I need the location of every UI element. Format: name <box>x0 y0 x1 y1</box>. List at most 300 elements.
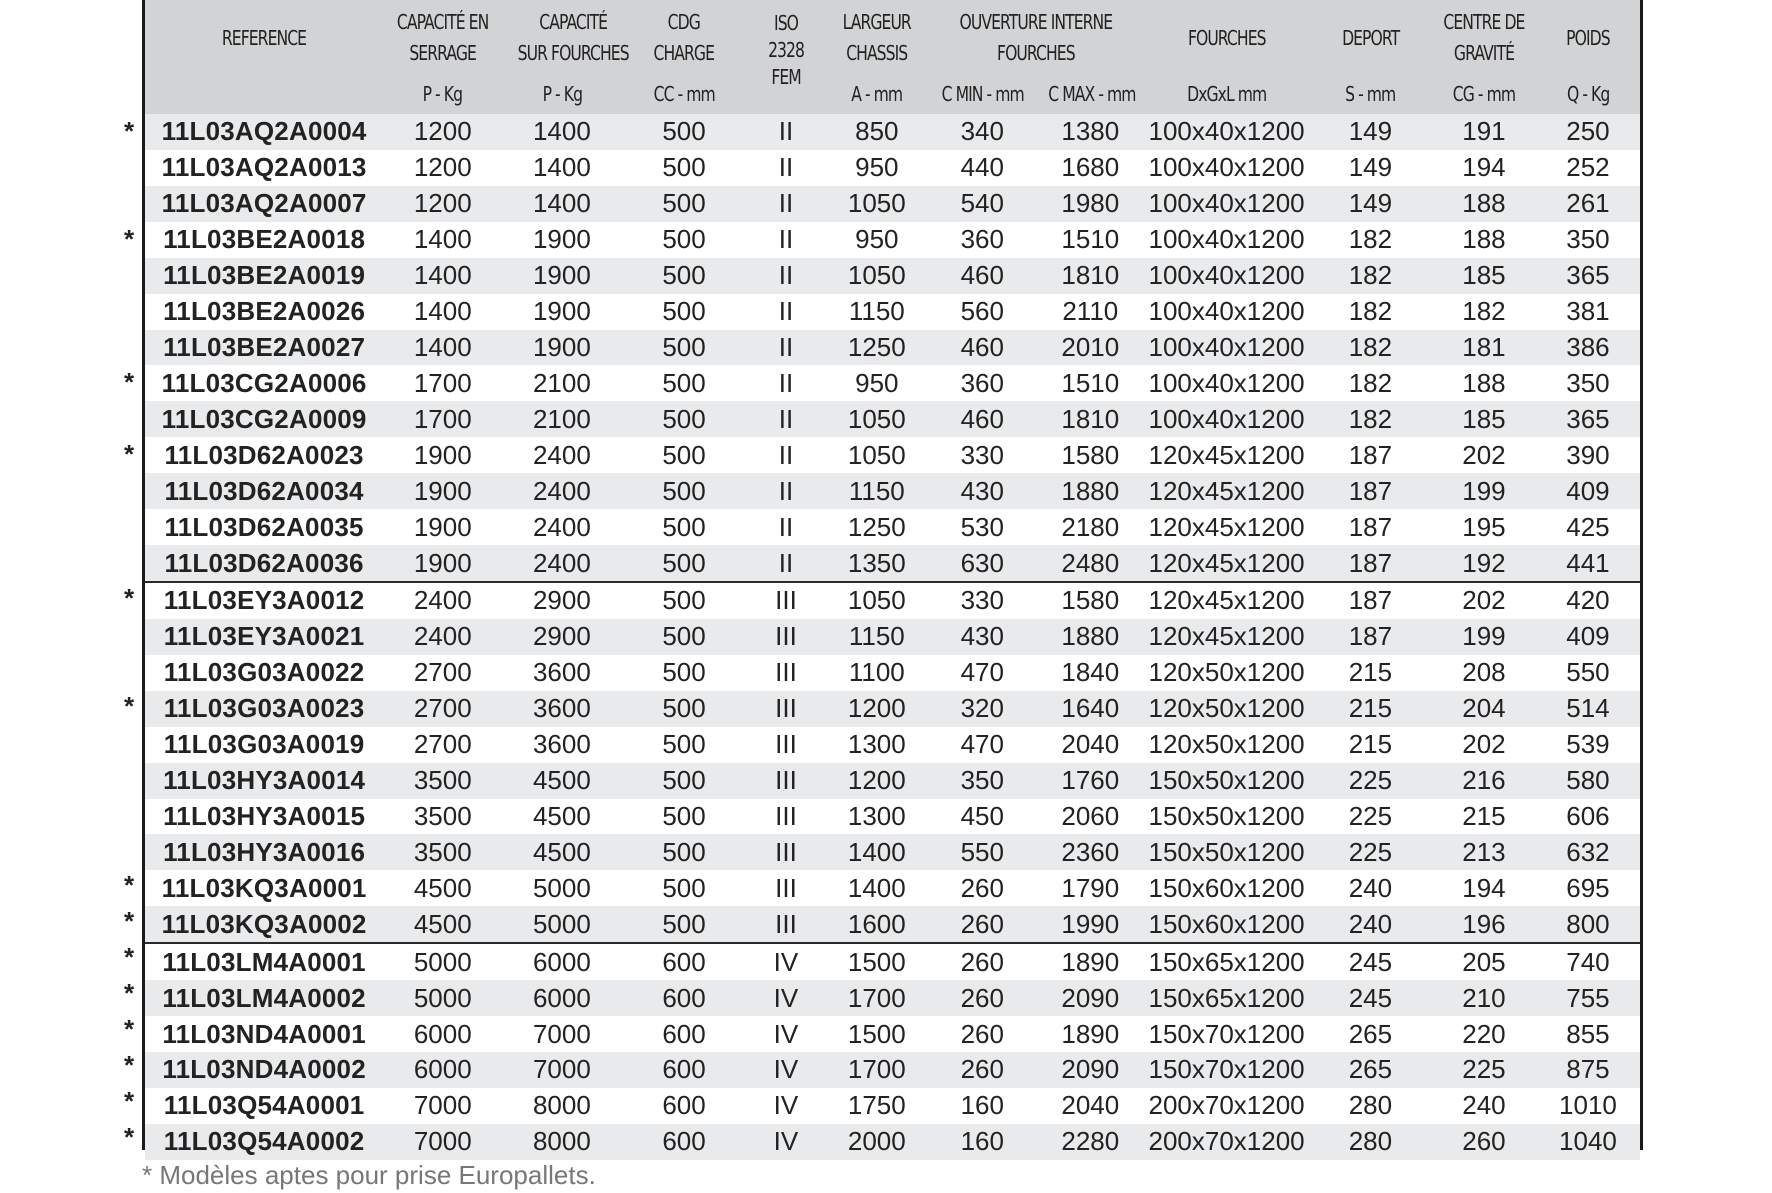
cell-deport: 215 <box>1309 655 1432 691</box>
cell-cmax: 1580 <box>1036 582 1144 619</box>
cell-deport: 280 <box>1309 1088 1432 1124</box>
table-row <box>145 582 1640 619</box>
cell-cdg: 500 <box>621 619 746 655</box>
cell-cmin: 260 <box>928 870 1036 906</box>
cell-capacite-fourches: 2400 <box>502 437 621 473</box>
cell-deport: 187 <box>1309 473 1432 509</box>
cell-cdg: 500 <box>621 763 746 799</box>
cell-iso: III <box>747 834 826 870</box>
cell-capacite-fourches: 2400 <box>502 509 621 545</box>
cell-deport: 149 <box>1309 114 1432 150</box>
cell-centre-gravite: 210 <box>1432 980 1536 1016</box>
cell-capacite-serrage: 7000 <box>383 1124 502 1160</box>
cell-reference: 11L03G03A0019 <box>145 727 383 763</box>
cell-cmin: 260 <box>928 1016 1036 1052</box>
cell-centre-gravite: 225 <box>1432 1052 1536 1088</box>
cell-fourches: 150x65x1200 <box>1144 980 1309 1016</box>
cell-reference: 11L03D62A0034 <box>145 473 383 509</box>
cell-largeur: 1050 <box>825 401 928 437</box>
cell-largeur: 850 <box>825 114 928 150</box>
cell-centre-gravite: 192 <box>1432 545 1536 582</box>
cell-cmin: 160 <box>928 1088 1036 1124</box>
unit-fourches: DxGxL mm <box>1144 76 1309 114</box>
cell-capacite-serrage: 2700 <box>383 691 502 727</box>
cell-capacite-serrage: 1400 <box>383 330 502 366</box>
cell-largeur: 1250 <box>825 330 928 366</box>
cell-iso: II <box>747 294 826 330</box>
cell-deport: 187 <box>1309 437 1432 473</box>
cell-cmin: 470 <box>928 727 1036 763</box>
europallet-star-marker: * <box>123 906 135 937</box>
header-largeur: LARGEUR CHASSIS <box>825 0 928 76</box>
cell-centre-gravite: 188 <box>1432 186 1536 222</box>
cell-cdg: 600 <box>621 1052 746 1088</box>
table-row <box>145 222 1640 258</box>
europallet-star-marker: * <box>123 1049 135 1080</box>
cell-cdg: 500 <box>621 365 746 401</box>
cell-centre-gravite: 182 <box>1432 294 1536 330</box>
cell-fourches: 120x45x1200 <box>1144 545 1309 582</box>
cell-capacite-fourches: 2400 <box>502 473 621 509</box>
cell-poids: 441 <box>1536 545 1640 582</box>
cell-centre-gravite: 216 <box>1432 763 1536 799</box>
cell-cmax: 1640 <box>1036 691 1144 727</box>
table-row <box>145 365 1640 401</box>
cell-cmax: 1990 <box>1036 906 1144 943</box>
cell-iso: II <box>747 258 826 294</box>
cell-reference: 11L03LM4A0001 <box>145 943 383 980</box>
europallet-star-marker: * <box>123 942 135 973</box>
europallet-star-marker <box>118 258 140 294</box>
cell-reference: 11L03BE2A0027 <box>145 330 383 366</box>
cell-cmax: 1880 <box>1036 473 1144 509</box>
unit-poids: Q - Kg <box>1536 76 1640 114</box>
cell-cdg: 500 <box>621 655 746 691</box>
cell-cmax: 2360 <box>1036 834 1144 870</box>
cell-cmin: 550 <box>928 834 1036 870</box>
cell-capacite-fourches: 2900 <box>502 619 621 655</box>
specs-table <box>145 0 1640 1160</box>
cell-reference: 11L03HY3A0015 <box>145 799 383 835</box>
cell-fourches: 100x40x1200 <box>1144 114 1309 150</box>
europallet-star-marker: * <box>123 367 135 398</box>
cell-centre-gravite: 185 <box>1432 401 1536 437</box>
table-row <box>145 330 1640 366</box>
cell-capacite-serrage: 3500 <box>383 834 502 870</box>
cell-poids: 514 <box>1536 691 1640 727</box>
unit-cap-serrage: P - Kg <box>383 76 502 114</box>
cell-centre-gravite: 199 <box>1432 473 1536 509</box>
cell-capacite-fourches: 6000 <box>502 980 621 1016</box>
cell-deport: 265 <box>1309 1052 1432 1088</box>
cell-cmin: 430 <box>928 473 1036 509</box>
cell-iso: III <box>747 655 826 691</box>
cell-cmax: 2110 <box>1036 294 1144 330</box>
cell-deport: 225 <box>1309 834 1432 870</box>
cell-reference: 11L03AQ2A0013 <box>145 150 383 186</box>
cell-capacite-serrage: 1200 <box>383 186 502 222</box>
cell-centre-gravite: 202 <box>1432 582 1536 619</box>
cell-fourches: 100x40x1200 <box>1144 365 1309 401</box>
cell-reference: 11L03KQ3A0001 <box>145 870 383 906</box>
cell-cdg: 500 <box>621 222 746 258</box>
cell-cmin: 330 <box>928 582 1036 619</box>
cell-cmin: 320 <box>928 691 1036 727</box>
cell-cmax: 1790 <box>1036 870 1144 906</box>
europallet-star-marker: * <box>123 582 135 613</box>
cell-iso: II <box>747 186 826 222</box>
cell-deport: 240 <box>1309 906 1432 943</box>
cell-cmax: 2090 <box>1036 1052 1144 1088</box>
unit-cmax: C MAX - mm <box>1036 76 1144 114</box>
table-row <box>145 258 1640 294</box>
cell-cmin: 460 <box>928 258 1036 294</box>
cell-capacite-fourches: 4500 <box>502 763 621 799</box>
europallet-star-marker <box>118 832 140 868</box>
cell-capacite-serrage: 3500 <box>383 799 502 835</box>
cell-reference: 11L03Q54A0002 <box>145 1124 383 1160</box>
table-row <box>145 1124 1640 1160</box>
cell-centre-gravite: 260 <box>1432 1124 1536 1160</box>
cell-reference: 11L03ND4A0002 <box>145 1052 383 1088</box>
cell-cdg: 500 <box>621 582 746 619</box>
cell-poids: 855 <box>1536 1016 1640 1052</box>
cell-reference: 11L03CG2A0006 <box>145 365 383 401</box>
cell-cdg: 600 <box>621 943 746 980</box>
table-row <box>145 943 1640 980</box>
cell-capacite-fourches: 5000 <box>502 870 621 906</box>
cell-iso: IV <box>747 943 826 980</box>
cell-poids: 425 <box>1536 509 1640 545</box>
cell-fourches: 100x40x1200 <box>1144 150 1309 186</box>
cell-deport: 280 <box>1309 1124 1432 1160</box>
cell-capacite-fourches: 1900 <box>502 330 621 366</box>
cell-largeur: 1500 <box>825 943 928 980</box>
cell-cdg: 500 <box>621 727 746 763</box>
table-row <box>145 1088 1640 1124</box>
cell-fourches: 200x70x1200 <box>1144 1088 1309 1124</box>
table-row <box>145 691 1640 727</box>
europallet-star-marker: * <box>123 1014 135 1045</box>
unit-cmin: C MIN - mm <box>928 76 1036 114</box>
cell-capacite-serrage: 1900 <box>383 509 502 545</box>
cell-iso: II <box>747 330 826 366</box>
cell-cmax: 1680 <box>1036 150 1144 186</box>
table-row <box>145 509 1640 545</box>
cell-capacite-serrage: 7000 <box>383 1088 502 1124</box>
cell-centre-gravite: 213 <box>1432 834 1536 870</box>
cell-capacite-serrage: 6000 <box>383 1052 502 1088</box>
cell-cmin: 260 <box>928 906 1036 943</box>
cell-cmax: 2040 <box>1036 1088 1144 1124</box>
cell-fourches: 120x45x1200 <box>1144 437 1309 473</box>
cell-iso: II <box>747 401 826 437</box>
table-row <box>145 1016 1640 1052</box>
cell-reference: 11L03AQ2A0007 <box>145 186 383 222</box>
cell-largeur: 1150 <box>825 619 928 655</box>
europallet-star-marker <box>118 509 140 545</box>
header-reference: REFERENCE <box>145 0 383 76</box>
cell-poids: 550 <box>1536 655 1640 691</box>
cell-fourches: 120x50x1200 <box>1144 655 1309 691</box>
cell-capacite-serrage: 1700 <box>383 365 502 401</box>
cell-cdg: 600 <box>621 1088 746 1124</box>
cell-fourches: 100x40x1200 <box>1144 401 1309 437</box>
cell-cmax: 1980 <box>1036 186 1144 222</box>
cell-cdg: 500 <box>621 834 746 870</box>
cell-largeur: 1050 <box>825 186 928 222</box>
cell-cmax: 2090 <box>1036 980 1144 1016</box>
cell-reference: 11L03Q54A0001 <box>145 1088 383 1124</box>
cell-iso: III <box>747 582 826 619</box>
cell-capacite-serrage: 5000 <box>383 943 502 980</box>
table-row <box>145 545 1640 582</box>
unit-deport: S - mm <box>1309 76 1432 114</box>
cell-cmin: 530 <box>928 509 1036 545</box>
cell-iso: III <box>747 763 826 799</box>
cell-largeur: 950 <box>825 222 928 258</box>
cell-centre-gravite: 194 <box>1432 870 1536 906</box>
cell-capacite-fourches: 2900 <box>502 582 621 619</box>
cell-largeur: 1700 <box>825 1052 928 1088</box>
table-row <box>145 906 1640 943</box>
cell-fourches: 150x60x1200 <box>1144 870 1309 906</box>
europallet-star-marker <box>118 186 140 222</box>
cell-poids: 695 <box>1536 870 1640 906</box>
header-deport: DEPORT <box>1309 0 1432 76</box>
cell-cmin: 540 <box>928 186 1036 222</box>
cell-poids: 632 <box>1536 834 1640 870</box>
cell-iso: III <box>747 799 826 835</box>
cell-capacite-serrage: 1200 <box>383 150 502 186</box>
cell-cdg: 500 <box>621 186 746 222</box>
cell-largeur: 1300 <box>825 727 928 763</box>
cell-largeur: 1050 <box>825 258 928 294</box>
cell-centre-gravite: 205 <box>1432 943 1536 980</box>
cell-cmax: 1810 <box>1036 401 1144 437</box>
cell-poids: 365 <box>1536 401 1640 437</box>
cell-capacite-serrage: 2700 <box>383 655 502 691</box>
table-row <box>145 186 1640 222</box>
cell-reference: 11L03HY3A0016 <box>145 834 383 870</box>
cell-cmin: 260 <box>928 980 1036 1016</box>
cell-cdg: 500 <box>621 294 746 330</box>
europallet-star-marker: * <box>123 1121 135 1152</box>
cell-largeur: 950 <box>825 150 928 186</box>
cell-capacite-serrage: 3500 <box>383 763 502 799</box>
cell-capacite-fourches: 6000 <box>502 943 621 980</box>
cell-poids: 539 <box>1536 727 1640 763</box>
table-row <box>145 834 1640 870</box>
cell-largeur: 1050 <box>825 437 928 473</box>
unit-reference <box>145 76 383 114</box>
table-row <box>145 655 1640 691</box>
cell-fourches: 150x50x1200 <box>1144 799 1309 835</box>
cell-capacite-serrage: 6000 <box>383 1016 502 1052</box>
cell-reference: 11L03D62A0035 <box>145 509 383 545</box>
cell-poids: 350 <box>1536 365 1640 401</box>
cell-centre-gravite: 202 <box>1432 437 1536 473</box>
cell-largeur: 1150 <box>825 294 928 330</box>
cell-iso: II <box>747 473 826 509</box>
cell-centre-gravite: 196 <box>1432 906 1536 943</box>
cell-capacite-fourches: 8000 <box>502 1088 621 1124</box>
cell-cmin: 560 <box>928 294 1036 330</box>
cell-cmin: 430 <box>928 619 1036 655</box>
cell-centre-gravite: 204 <box>1432 691 1536 727</box>
cell-poids: 580 <box>1536 763 1640 799</box>
cell-capacite-fourches: 1900 <box>502 222 621 258</box>
cell-fourches: 120x45x1200 <box>1144 473 1309 509</box>
cell-fourches: 120x45x1200 <box>1144 509 1309 545</box>
cell-cmin: 360 <box>928 365 1036 401</box>
table-row <box>145 799 1640 835</box>
cell-iso: II <box>747 437 826 473</box>
europallet-star-marker <box>118 761 140 797</box>
cell-cdg: 500 <box>621 545 746 582</box>
cell-largeur: 1700 <box>825 980 928 1016</box>
europallet-star-marker <box>118 725 140 761</box>
cell-capacite-fourches: 4500 <box>502 834 621 870</box>
cell-cdg: 500 <box>621 401 746 437</box>
cell-iso: IV <box>747 1124 826 1160</box>
cell-cmin: 330 <box>928 437 1036 473</box>
cell-cmin: 260 <box>928 943 1036 980</box>
cell-iso: II <box>747 150 826 186</box>
cell-deport: 187 <box>1309 509 1432 545</box>
cell-centre-gravite: 220 <box>1432 1016 1536 1052</box>
cell-poids: 390 <box>1536 437 1640 473</box>
cell-capacite-serrage: 1900 <box>383 437 502 473</box>
cell-fourches: 150x50x1200 <box>1144 834 1309 870</box>
cell-cmax: 1840 <box>1036 655 1144 691</box>
cell-deport: 187 <box>1309 545 1432 582</box>
header-ouverture: OUVERTURE INTERNE FOURCHES <box>928 0 1144 76</box>
cell-poids: 350 <box>1536 222 1640 258</box>
cell-fourches: 150x70x1200 <box>1144 1052 1309 1088</box>
europallet-star-marker: * <box>123 116 135 146</box>
cell-reference: 11L03CG2A0009 <box>145 401 383 437</box>
europallet-star-marker <box>118 330 140 366</box>
header-capacite-fourches: CAPACITÉ SUR FOURCHES <box>502 0 621 76</box>
unit-largeur: A - mm <box>825 76 928 114</box>
cell-fourches: 150x65x1200 <box>1144 943 1309 980</box>
cell-largeur: 1150 <box>825 473 928 509</box>
cell-largeur: 1100 <box>825 655 928 691</box>
cell-cmax: 1880 <box>1036 619 1144 655</box>
header-poids: POIDS <box>1536 0 1640 76</box>
cell-cmin: 160 <box>928 1124 1036 1160</box>
cell-capacite-serrage: 1400 <box>383 294 502 330</box>
cell-poids: 365 <box>1536 258 1640 294</box>
unit-cap-fourches: P - Kg <box>502 76 621 114</box>
cell-cmin: 460 <box>928 401 1036 437</box>
cell-reference: 11L03EY3A0012 <box>145 582 383 619</box>
table-header <box>145 0 1640 114</box>
cell-poids: 420 <box>1536 582 1640 619</box>
cell-fourches: 150x70x1200 <box>1144 1016 1309 1052</box>
table-row <box>145 727 1640 763</box>
cell-fourches: 200x70x1200 <box>1144 1124 1309 1160</box>
cell-largeur: 1400 <box>825 834 928 870</box>
table-row <box>145 114 1640 150</box>
europallet-star-marker <box>118 653 140 689</box>
cell-capacite-fourches: 3600 <box>502 655 621 691</box>
cell-cmax: 1510 <box>1036 222 1144 258</box>
table-row <box>145 401 1640 437</box>
star-markers-column <box>118 114 140 1156</box>
cell-fourches: 120x50x1200 <box>1144 727 1309 763</box>
header-iso: ISO 2328 FEM <box>747 0 826 114</box>
europallet-star-marker: * <box>123 870 135 901</box>
cell-poids: 800 <box>1536 906 1640 943</box>
cell-fourches: 120x50x1200 <box>1144 691 1309 727</box>
cell-capacite-fourches: 3600 <box>502 691 621 727</box>
cell-cdg: 500 <box>621 870 746 906</box>
cell-poids: 386 <box>1536 330 1640 366</box>
cell-cmax: 1380 <box>1036 114 1144 150</box>
cell-reference: 11L03D62A0036 <box>145 545 383 582</box>
cell-poids: 261 <box>1536 186 1640 222</box>
cell-iso: III <box>747 619 826 655</box>
cell-largeur: 1300 <box>825 799 928 835</box>
cell-deport: 225 <box>1309 763 1432 799</box>
cell-cdg: 500 <box>621 799 746 835</box>
unit-cdg: CC - mm <box>621 76 746 114</box>
cell-largeur: 1200 <box>825 691 928 727</box>
cell-centre-gravite: 202 <box>1432 727 1536 763</box>
cell-reference: 11L03HY3A0014 <box>145 763 383 799</box>
cell-largeur: 1200 <box>825 763 928 799</box>
cell-capacite-fourches: 2100 <box>502 365 621 401</box>
cell-capacite-fourches: 4500 <box>502 799 621 835</box>
cell-fourches: 150x60x1200 <box>1144 906 1309 943</box>
cell-iso: II <box>747 222 826 258</box>
table-row <box>145 437 1640 473</box>
cell-capacite-fourches: 7000 <box>502 1052 621 1088</box>
cell-cmax: 1810 <box>1036 258 1144 294</box>
cell-deport: 240 <box>1309 870 1432 906</box>
unit-cg: CG - mm <box>1432 76 1536 114</box>
cell-cdg: 600 <box>621 1016 746 1052</box>
table-row <box>145 150 1640 186</box>
cell-deport: 225 <box>1309 799 1432 835</box>
cell-centre-gravite: 194 <box>1432 150 1536 186</box>
cell-largeur: 1350 <box>825 545 928 582</box>
cell-cmax: 2040 <box>1036 727 1144 763</box>
cell-deport: 215 <box>1309 727 1432 763</box>
cell-capacite-serrage: 1400 <box>383 258 502 294</box>
table-row <box>145 763 1640 799</box>
cell-deport: 215 <box>1309 691 1432 727</box>
table-row <box>145 619 1640 655</box>
europallet-star-marker: * <box>123 439 135 470</box>
cell-cmin: 340 <box>928 114 1036 150</box>
europallet-star-marker <box>118 545 140 581</box>
cell-capacite-serrage: 1900 <box>383 545 502 582</box>
cell-cmax: 2480 <box>1036 545 1144 582</box>
cell-deport: 187 <box>1309 582 1432 619</box>
cell-centre-gravite: 195 <box>1432 509 1536 545</box>
cell-largeur: 1750 <box>825 1088 928 1124</box>
cell-cmin: 350 <box>928 763 1036 799</box>
cell-largeur: 1250 <box>825 509 928 545</box>
cell-cmin: 260 <box>928 1052 1036 1088</box>
cell-deport: 245 <box>1309 943 1432 980</box>
cell-reference: 11L03KQ3A0002 <box>145 906 383 943</box>
cell-centre-gravite: 188 <box>1432 222 1536 258</box>
cell-largeur: 2000 <box>825 1124 928 1160</box>
